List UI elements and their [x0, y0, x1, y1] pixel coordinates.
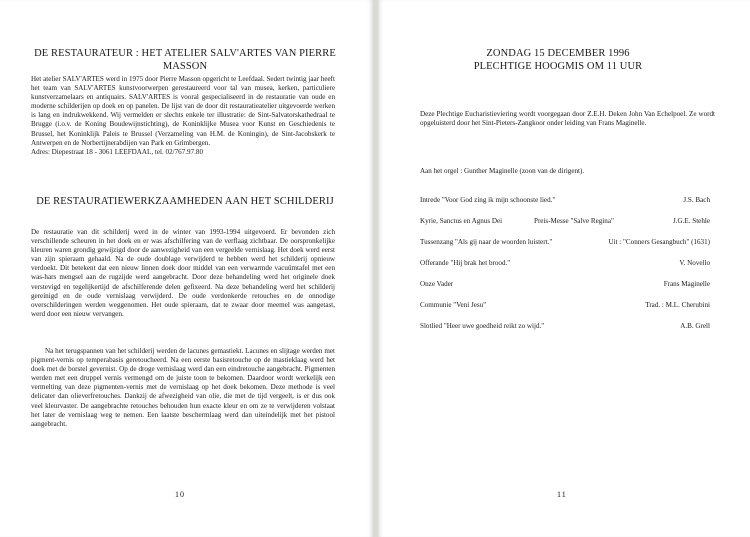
program-part: Kyrie, Sanctus en Agnus Dei — [420, 217, 503, 225]
restoration-paragraph-1: De restauratie van dit schilderij werd in de winter van 1993-1994 uitgevoerd. Er bevonden zich verschillende scheuren in het doek en er was afschilfering van de verflaag zichtbaar. De oorspronkelijke kleuren waren grondig gewijzigd door de aanwezigheid van een vergeelde vernislaag. Het doek werd eerst van zijn spieraam gehaald. Na de oude doublage verwijderd te hebben werd het schilderij opnieuw verdoekt. Dit betekent dat een nieuw linnen doek door middel van een verwarmde vacuümtafel met een was-hars mengsel aan de rugzijde werd aangebracht. Door deze behandeling werd het originele doek verstevigd en tegelijkertijd de afschilferende delen gefixeerd. Na deze behandeling werd het schilderij gereinigd en de oude vernislaag verwijderd. De oude verdonkerde retouches en de onnodige overschilderingen werden weggenomen. Het oude spieraam, dat te zwaar door meemel was aangetast, werd door een nieuw vervangen. — [31, 228, 335, 318]
program-composer: Uit : "Conners Gesangbuch" (1631) — [608, 238, 710, 246]
program-part: Communie "Veni Jesu" — [420, 301, 487, 309]
program-row — [420, 196, 710, 207]
program-row — [420, 280, 710, 291]
program-part: Slotlied "Heer uwe goedheid reikt zo wijd." — [420, 322, 545, 330]
program-row — [420, 301, 710, 312]
restaurateur-heading: DE RESTAURATEUR : HET ATELIER SALV'ARTES VAN PIERRE MASSON — [34, 48, 336, 72]
program-row — [420, 322, 710, 333]
program-part: Onze Vader — [420, 280, 454, 288]
mass-title: PLECHTIGE HOOGMIS OM 11 UUR — [473, 60, 643, 72]
organist-line: Aan het orgel : Gunther Maginelle (zoon van de dirigent). — [420, 167, 585, 175]
program-composer: J.S. Bach — [683, 196, 710, 204]
program-composer: V. Novello — [679, 259, 710, 267]
program-part: Tussenzang "Als gij naar de woorden luistert." — [420, 238, 553, 246]
restoration-paragraph-2: Na het terugspannen van het schilderij werden de lacunes gemastiekt. Lacunes en slijtage werden met pigment-vernis op temperabasis geretoucheerd. Na een eerste basisretouche op de mastieklaag werd het doek met de borstel gevernist. Op de droge vernislaag werd dan een eindretouche aangebracht. Pigmenten werden met een druppel vernis vermengd om de juiste toon te bekomen. Daardoor wordt werkelijk een vermelting van deze pigmenten-vernis met de vernislaag op het doek bekomen. Deze methode is veel delicater dan olieverfretouches. Dankzij de afwezigheid van olie, die met de tijd vergeelt, is er dus ook veel kleurvaster. De aangebrachte retouches behouden hun exacte kleur en om ze te verwijderen volstaat het later de vernislaag weg te nemen. Een laatste beschermlaag werd dan uiteindelijk met het pistool aangebracht. — [31, 347, 335, 428]
mass-intro: Deze Plechtige Eucharistieviering wordt voorgegaan door Z.E.H. Deken John Van Echelpoel. Ze wordt opgeluisterd door het Sint-Pieters-Zangkoor onder leiding van Frans Maginelle. — [420, 110, 715, 128]
program-composer: A.B. Grell — [680, 322, 710, 330]
mass-heading — [400, 48, 716, 73]
program-row — [420, 259, 710, 270]
program-row — [420, 238, 710, 249]
page-number-right: 11 — [557, 490, 567, 499]
page-number-left: 10 — [175, 490, 185, 499]
atelier-address: Adres: Diepestraat 18 - 3061 LEEFDAAL, tel. 02/767.97.80 — [31, 147, 203, 156]
program-part: Offerande "Hij brak het brood." — [420, 259, 511, 267]
restaurateur-paragraph — [31, 75, 335, 157]
mass-date: ZONDAG 15 DECEMBER 1996 — [486, 48, 630, 59]
program-row — [420, 217, 710, 228]
program-composer: J.G.E. Stehle — [672, 217, 710, 225]
restaurateur-text: Het atelier SALV'ARTES werd in 1975 door Pierre Masson opgericht te Leefdaal. Sedert twintig jaar heeft het team van SALV'ARTES kunstvoorwerpen gerestaureerd voor tal van musea, kerken, particuliere kunstverzamelaars en antiquairs. SALV'ARTES is vooral gespecialiseerd in de restauratie van oude en moderne schilderijen op doek en op panelen. De lijst van de door dit restauratieatelier uitgevoerde werken is lang en indrukwekkend. Wij vermelden er slechts enkele ter illustratie: de Sint-Salvatorskathedraal te Brugge (i.o.v. de Koning Boudewijnstichting), de Koninklijke Musea voor Kunst en Geschiedenis te Brussel, het Koninklijk Paleis te Brussel (Verzameling van H.M. de Koningin), de Sint-Jacobskerk te Antwerpen en de Norbertijnerabdijen van Park en Grimbergen. — [31, 75, 335, 147]
program-work: Preis-Messe "Salve Regina" — [534, 217, 614, 225]
program-part: Intrede "Voor God zing ik mijn schoonste lied." — [420, 196, 556, 204]
restoration-heading: DE RESTAURATIEWERKZAAMHEDEN AAN HET SCHILDERIJ — [36, 196, 334, 207]
program-composer: Trad. : M.L. Cherubini — [645, 301, 710, 309]
program-composer: Frans Maginelle — [663, 280, 710, 288]
